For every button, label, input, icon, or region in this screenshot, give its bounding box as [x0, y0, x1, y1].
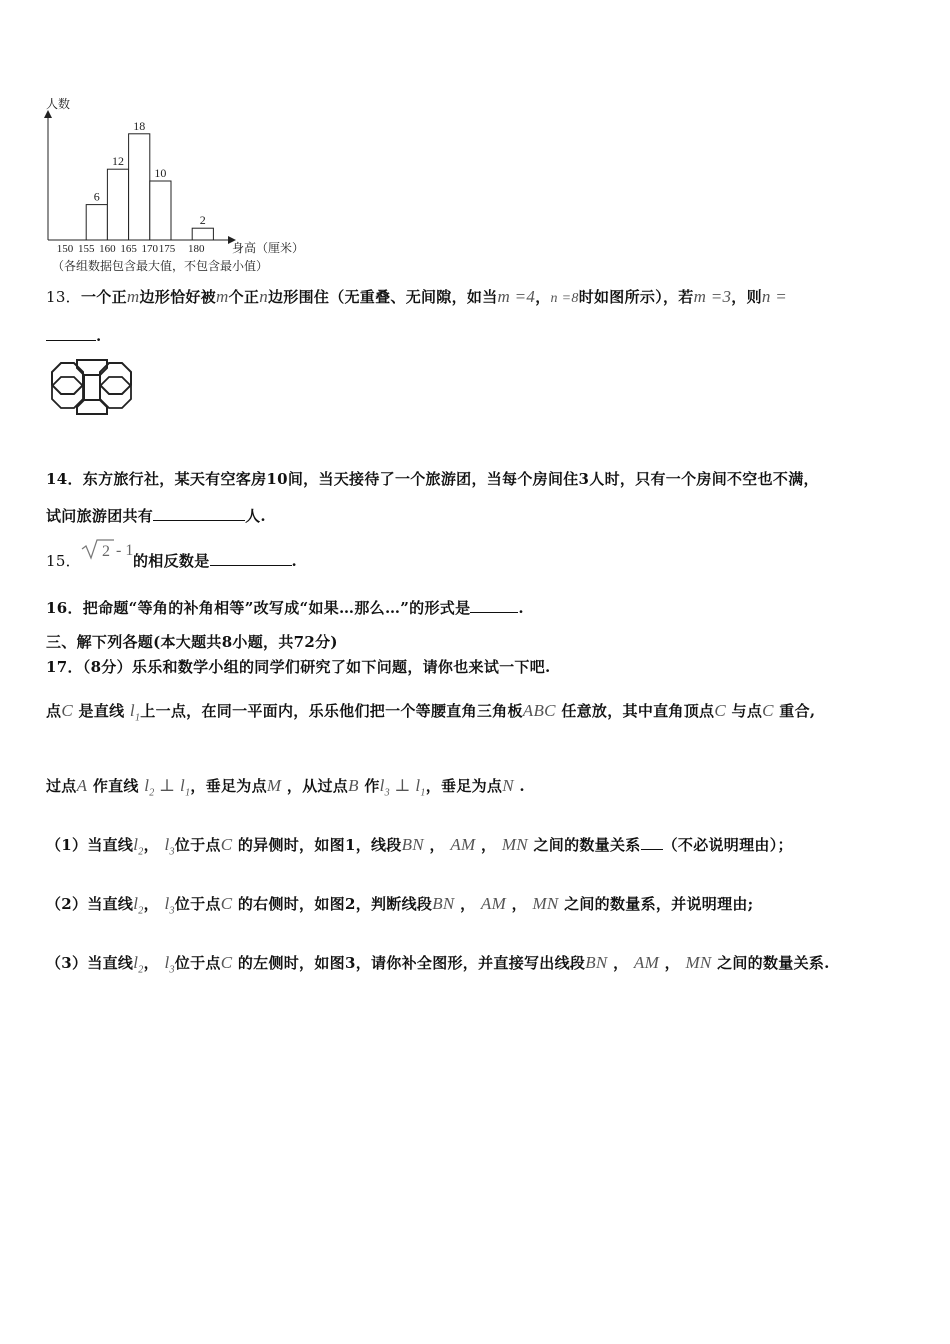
- histogram-bar-155-160: [86, 205, 107, 240]
- question-14: 14．东方旅行社，某天有空客房10间，当天接待了一个旅游团，当每个房间住3人时，只有一个房间不空也不满，: [46, 470, 819, 488]
- histogram-bar-label: 2: [199, 213, 206, 228]
- octagon-tiling-figure: [50, 358, 134, 416]
- x-tick-label: 180: [187, 243, 205, 255]
- question-14-line2: 试问旅游团共有 人.: [46, 507, 266, 525]
- question-16: 16．把命题“等角的补角相等”改写成“如果…那么…”的形式是 .: [46, 599, 524, 617]
- histogram-note: （各组数据包含最大值，不包含最小值）: [52, 259, 269, 273]
- question-17-part2: （2）当直线$l_2$， $l_3$位于点C 的右侧时，如图2，判断线段BN ， AM ， MN 之间的数量系，并说明理由;: [46, 894, 754, 917]
- question-17-head: 17．（8分）乐乐和数学小组的同学们研究了如下问题，请你也来试一下吧.: [46, 658, 551, 676]
- question-17-para2: 过点A 作直线 $l_2$ ⊥ $l_1$，垂足为点M ，从过点B 作$l_3$ ⊥ $l_1$，垂足为点N .: [46, 776, 525, 799]
- x-tick-label: 155: [77, 243, 95, 255]
- answer-blank: [46, 326, 96, 341]
- height-histogram: [0, 0, 330, 285]
- x-tick-label: 170: [141, 243, 159, 255]
- x-tick-label: 175: [158, 243, 176, 255]
- y-axis-label: 人数: [46, 97, 71, 111]
- answer-blank: [470, 598, 518, 613]
- minus-one: - 1: [116, 542, 134, 559]
- histogram-bar-label: 12: [112, 154, 124, 169]
- x-tick-label: 150: [56, 243, 74, 255]
- x-axis-label: 身高（厘米）: [232, 241, 305, 255]
- question-15-text: 的相反数是 .: [133, 552, 298, 570]
- question-17-part1: （1）当直线$l_2$， $l_3$位于点C 的异侧时，如图1，线段BN ， AM ， MN 之间的数量关系 （不必说明理由）；: [46, 835, 793, 858]
- histogram-bar-165-170: [129, 134, 150, 240]
- answer-blank: [641, 835, 663, 850]
- question-17-para1: 点C 是直线 $l_1$上一点，在同一平面内，乐乐他们把一个等腰直角三角板ABC 任意放，其中直角顶点C 与点C 重合,: [46, 701, 816, 724]
- question-15: 15．: [46, 552, 81, 570]
- answer-blank: [153, 506, 245, 521]
- answer-blank: [210, 551, 292, 566]
- histogram-bar-160-165: [107, 169, 128, 240]
- histogram-bar-label: 18: [133, 118, 146, 133]
- question-17-part3: （3）当直线$l_2$， $l_3$位于点C 的左侧时，如图3，请你补全图形，并直接写出线段BN ， AM ， MN 之间的数量关系.: [46, 953, 830, 976]
- question-13: 13．一个正m边形恰好被m个正n边形围住（无重叠、无间隙，如当m =4，n =8时如图所示），若m =3，则n =: [46, 287, 788, 306]
- x-tick-label: 160: [99, 243, 116, 255]
- question-13-answer: .: [46, 326, 102, 345]
- section-3-header: 三、解下列各题(本大题共8小题，共72分): [46, 633, 338, 651]
- histogram-bar-label: 10: [154, 166, 167, 180]
- histogram-bar-label: 6: [93, 189, 100, 204]
- x-tick-label: 165: [120, 243, 137, 255]
- histogram-bar-170-175: [150, 181, 171, 240]
- sqrt-expression: [80, 536, 134, 562]
- radicand: 2: [102, 543, 110, 560]
- histogram-bar-180-185: [192, 228, 213, 240]
